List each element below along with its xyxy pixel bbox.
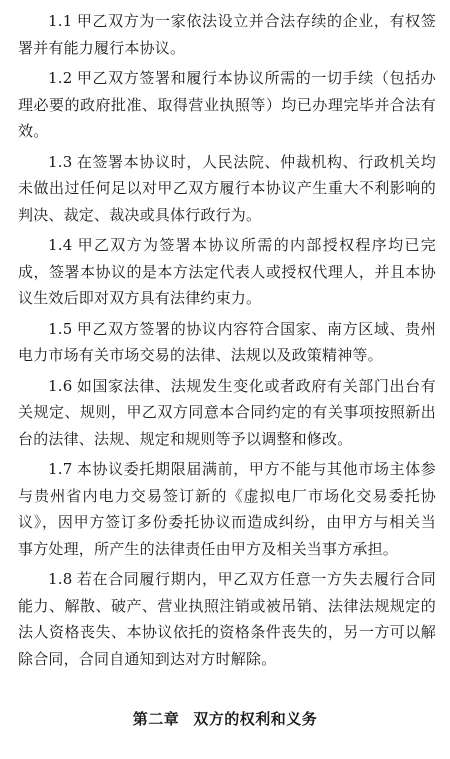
clause-number: 1.8: [48, 570, 73, 588]
chapter-heading: [0, 708, 450, 729]
clause-text: 如国家法律、法规发生变化或者政府有关部门出台有关规定、规则，甲乙双方同意本合同约定的有关事项按照新出台的法律、法规、规定和规则等予以调整和修改。: [18, 376, 436, 448]
clause-1-2: [18, 65, 436, 145]
clause-number: 1.4: [48, 236, 73, 254]
clause-number: 1.7: [48, 460, 73, 478]
clause-1-5: [18, 316, 436, 369]
clause-number: 1.3: [48, 152, 73, 171]
clause-text: 甲乙双方签署的协议内容符合国家、南方区域、贵州电力市场有关市场交易的法律、法规以及政策精神等。: [18, 319, 436, 364]
clause-text: 甲乙双方为一家依法设立并合法存续的企业，有权签署并有能力履行本协议。: [18, 12, 436, 57]
clause-text: 甲乙双方签署和履行本协议所需的一切手续（包括办理必要的政府批准、取得营业执照等）均已办理完毕并合法有效。: [18, 69, 436, 140]
clause-1-8: [18, 566, 436, 672]
clause-1-7: [18, 456, 436, 562]
clause-1-3: [18, 149, 436, 229]
chapter-number: 第二章: [132, 710, 180, 728]
clause-text: 甲乙双方为签署本协议所需的内部授权程序均已完成，签署本协议的是本方法定代表人或授权代理人，并且本协议生效后即对双方具有法律约束力。: [18, 236, 436, 307]
clause-1-4: [18, 232, 436, 312]
clause-number: 1.1: [48, 12, 73, 30]
clause-number: 1.6: [48, 376, 73, 395]
clause-1-6: [18, 373, 436, 453]
chapter-title: 双方的权利和义务: [193, 710, 318, 728]
clause-number: 1.2: [48, 69, 73, 87]
clause-1-1: [18, 8, 436, 61]
clause-number: 1.5: [48, 319, 73, 338]
clause-text: 若在合同履行期内，甲乙双方任意一方失去履行合同能力、解散、破产、营业执照注销或被吊销、法律法规规定的法人资格丧失、本协议依托的资格条件丧失的，另一方可以解除合同，合同自通知到达对方时解除。: [18, 570, 436, 668]
clause-text: 在签署本协议时，人民法院、仲裁机构、行政机关均未做出过任何足以对甲乙双方履行本协议产生重大不利影响的判决、裁定、裁决或具体行政行为。: [18, 152, 436, 224]
clause-text: 本协议委托期限届满前，甲方不能与其他市场主体参与贵州省内电力交易签订新的《虚拟电厂市场化交易委托协议》，因甲方签订多份委托协议而造成纠纷，由甲方与相关当事方处理，所产生的法律责任由甲方及相关当事方承担。: [18, 460, 436, 558]
